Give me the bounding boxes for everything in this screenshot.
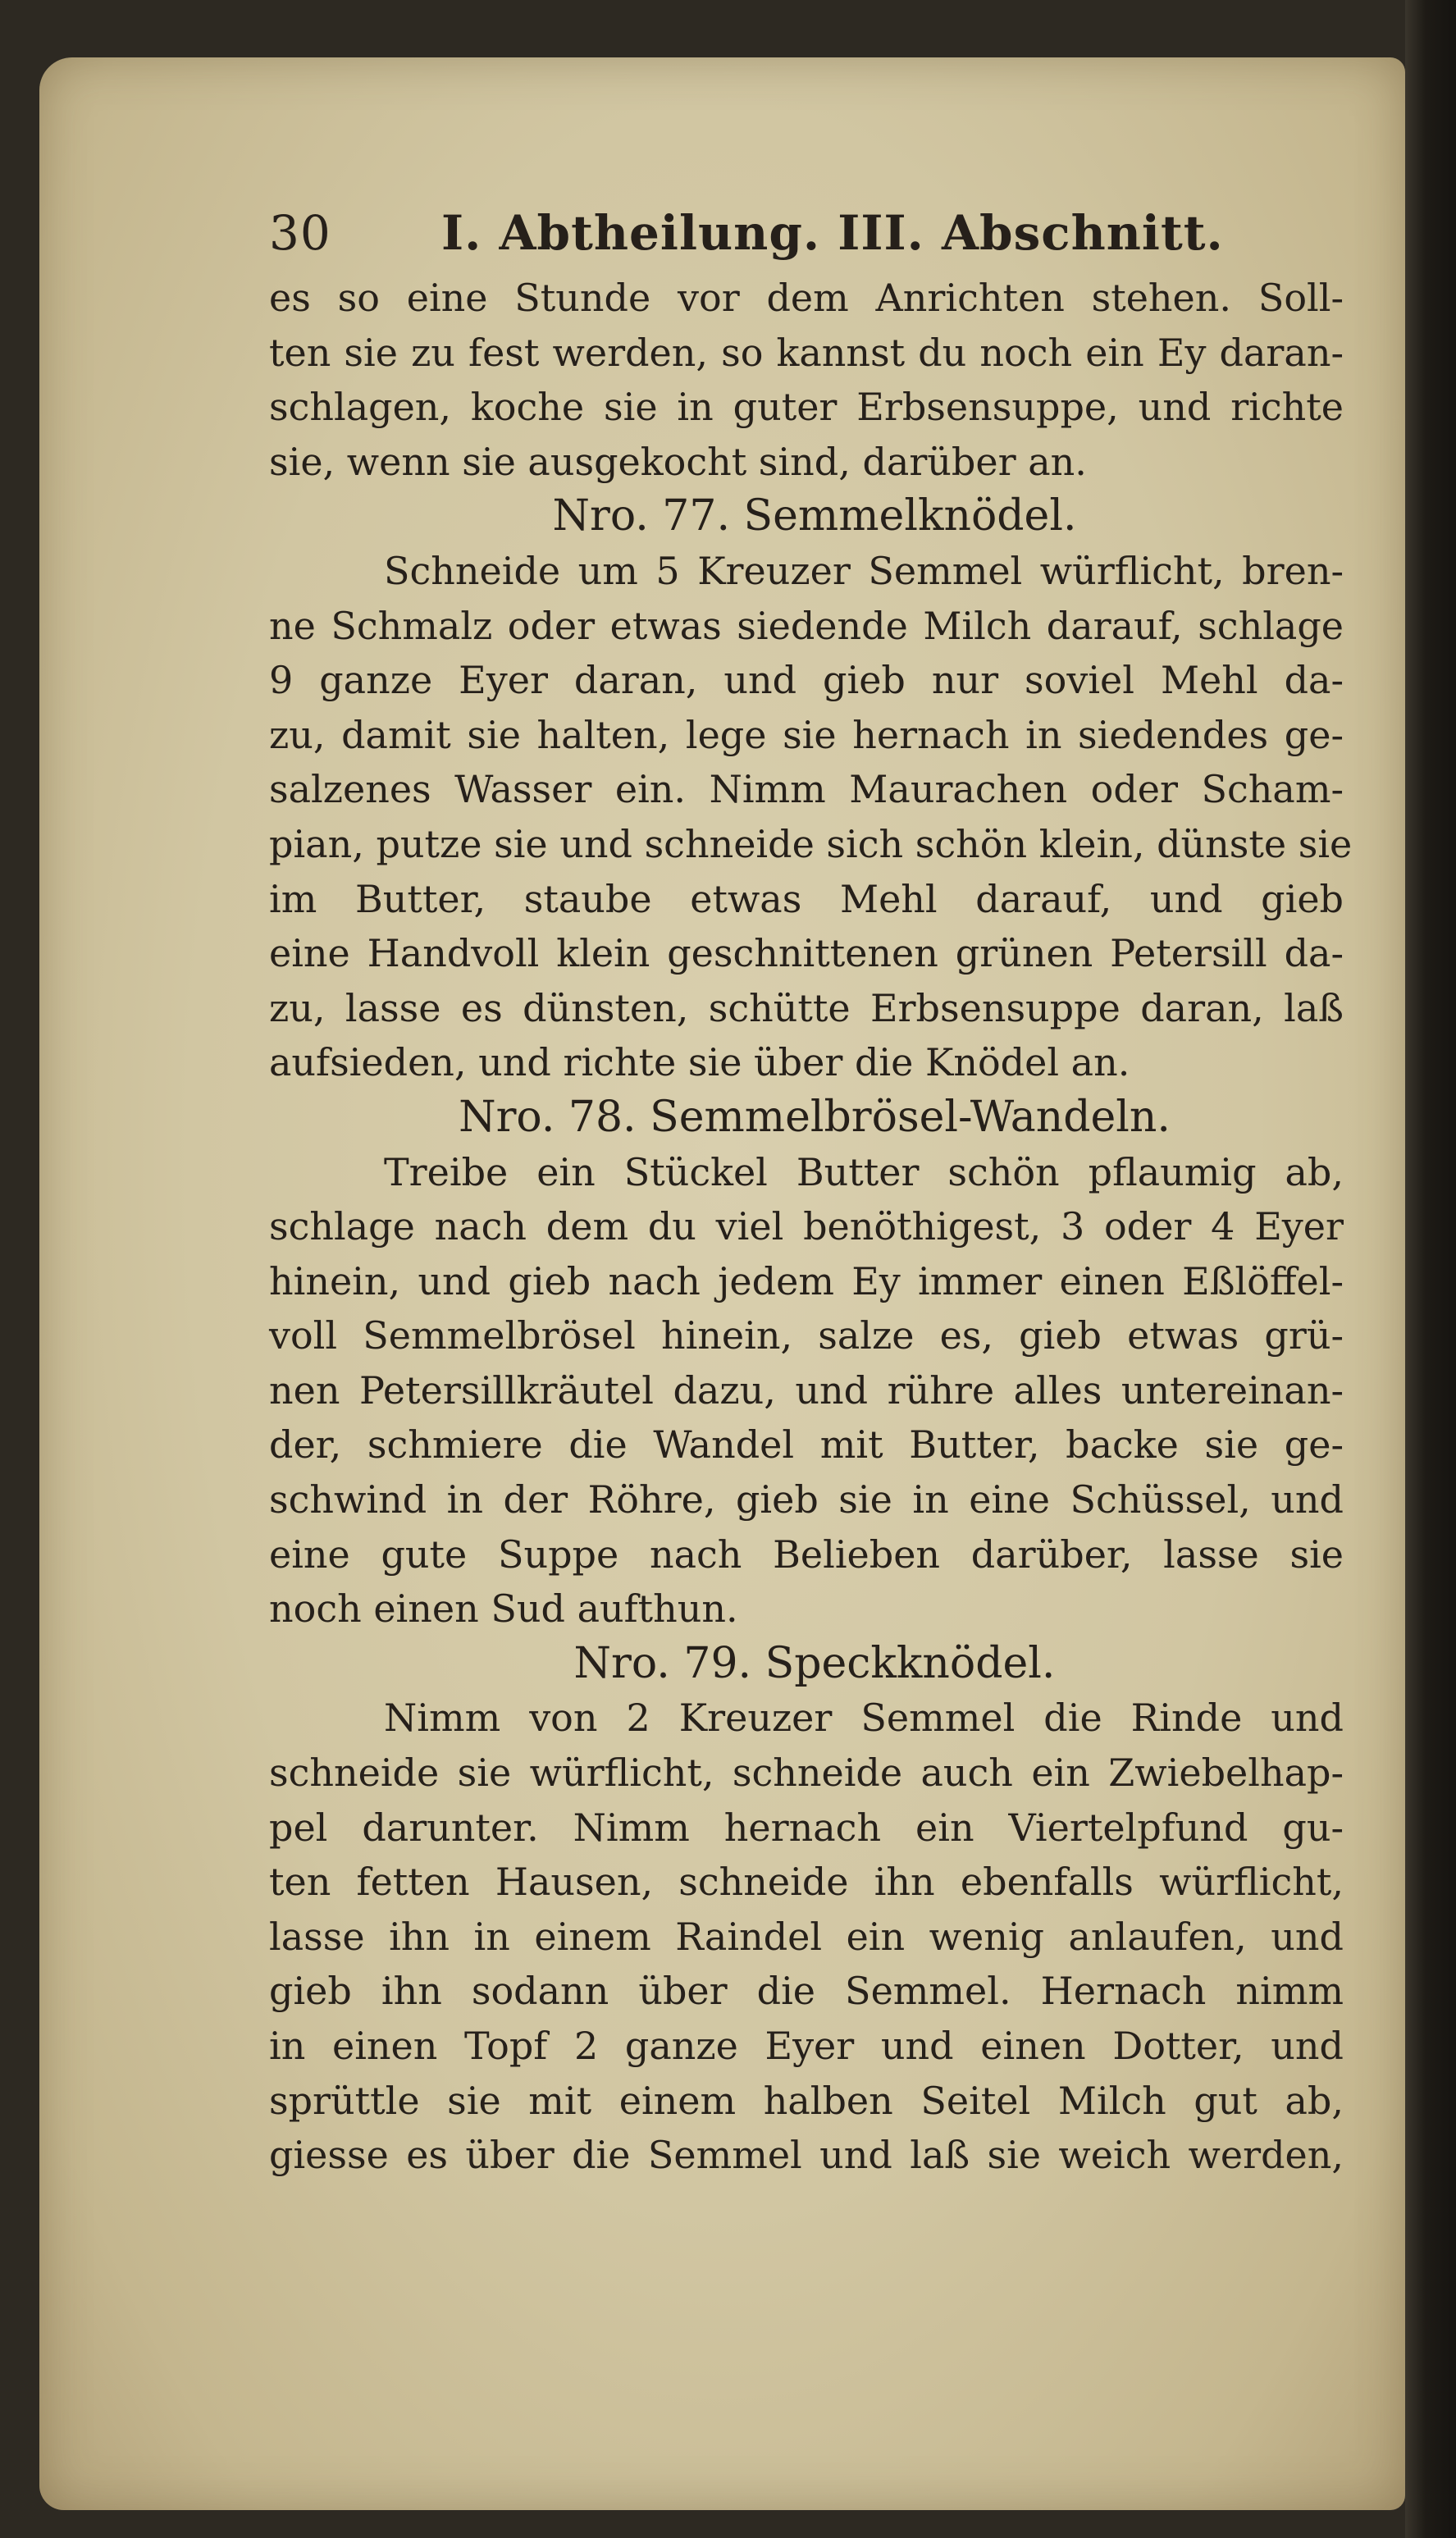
text-line: voll Semmelbrösel hinein, salze es, gieb etwas grü-	[269, 1313, 1344, 1358]
text-line: nen Petersillkräutel dazu, und rühre alles untereinan-	[269, 1367, 1344, 1413]
text-line: noch einen Sud aufthun.	[269, 1586, 738, 1632]
text-line: schlagen, koche sie in guter Erbsensuppe, und richte	[269, 385, 1344, 430]
recipe-heading: Nro. 77. Semmelknödel.	[552, 491, 1077, 541]
text-line: schwind in der Röhre, gieb sie in eine Schüssel, und	[269, 1477, 1344, 1522]
text-line: ten fetten Hausen, schneide ihn ebenfalls würflicht,	[269, 1860, 1344, 1905]
text-line: lasse ihn in einem Raindel ein wenig anlaufen, und	[269, 1914, 1344, 1959]
text-line: eine gute Suppe nach Belieben darüber, lasse sie	[269, 1531, 1344, 1577]
text-line: zu, damit sie halten, lege sie hernach in siedendes ge-	[269, 712, 1344, 757]
text-line: zu, lasse es dünsten, schütte Erbsensuppe daran, laß	[269, 985, 1344, 1030]
text-line: es so eine Stunde vor dem Anrichten stehen. Soll-	[269, 276, 1344, 320]
text-line: in einen Topf 2 ganze Eyer und einen Dotter, und	[269, 2024, 1344, 2068]
text-line: giesse es über die Semmel und laß sie weich werden,	[269, 2133, 1344, 2178]
text-line: ten sie zu fest werden, so kannst du noch ein Ey daran-	[269, 330, 1344, 375]
page-number: 30	[269, 205, 331, 261]
page-text	[269, 205, 1353, 2183]
recipe-heading: Nro. 79. Speckknödel.	[573, 1638, 1056, 1688]
text-line: pel darunter. Nimm hernach ein Viertelpfund gu-	[269, 1805, 1344, 1850]
recipe-79	[269, 1636, 1344, 2183]
text-line: salzenes Wasser ein. Nimm Maurachen oder Scham-	[269, 767, 1344, 812]
text-line: schneide sie würflicht, schneide auch ein Zwiebelhap-	[269, 1751, 1344, 1796]
text-line: schlage nach dem du viel benöthigest, 3 oder 4 Eyer	[269, 1204, 1344, 1249]
text-line: im Butter, staube etwas Mehl darauf, und gieb	[269, 876, 1344, 921]
running-header	[269, 205, 1344, 271]
text-line: der, schmiere die Wandel mit Butter, backe sie ge-	[269, 1422, 1344, 1468]
running-head-title: I. Abtheilung. III. Abschnitt.	[441, 205, 1224, 261]
recipe-heading: Nro. 78. Semmelbrösel-Wandeln.	[459, 1092, 1171, 1142]
text-line: Schneide um 5 Kreuzer Semmel würflicht, bren-	[384, 548, 1344, 593]
text-line: sprüttle sie mit einem halben Seitel Milch gut ab,	[269, 2078, 1344, 2123]
text-line: 9 ganze Eyer daran, und gieb nur soviel Mehl da-	[269, 658, 1344, 703]
text-line: Nimm von 2 Kreuzer Semmel die Rinde und	[384, 1696, 1344, 1741]
continuation-paragraph	[269, 271, 1344, 489]
book-binding-edge	[1405, 0, 1456, 2538]
text-line: eine Handvoll klein geschnittenen grünen Petersill da-	[269, 931, 1344, 976]
text-line: ne Schmalz oder etwas siedende Milch darauf, schlage	[269, 603, 1344, 648]
text-line: aufsieden, und richte sie über die Knödel an.	[269, 1040, 1130, 1085]
text-line: gieb ihn sodann über die Semmel. Hernach nimm	[269, 1969, 1344, 2014]
text-line: Treibe ein Stückel Butter schön pflaumig ab,	[384, 1149, 1344, 1194]
text-line: sie, wenn sie ausgekocht sind, darüber an.	[269, 439, 1087, 484]
recipe-77	[269, 489, 1353, 1090]
recipe-78	[269, 1090, 1344, 1636]
text-line: hinein, und gieb nach jedem Ey immer einen Eßlöffel-	[269, 1258, 1344, 1303]
text-line: pian, putze sie und schneide sich schön klein, dünste sie	[269, 821, 1353, 866]
